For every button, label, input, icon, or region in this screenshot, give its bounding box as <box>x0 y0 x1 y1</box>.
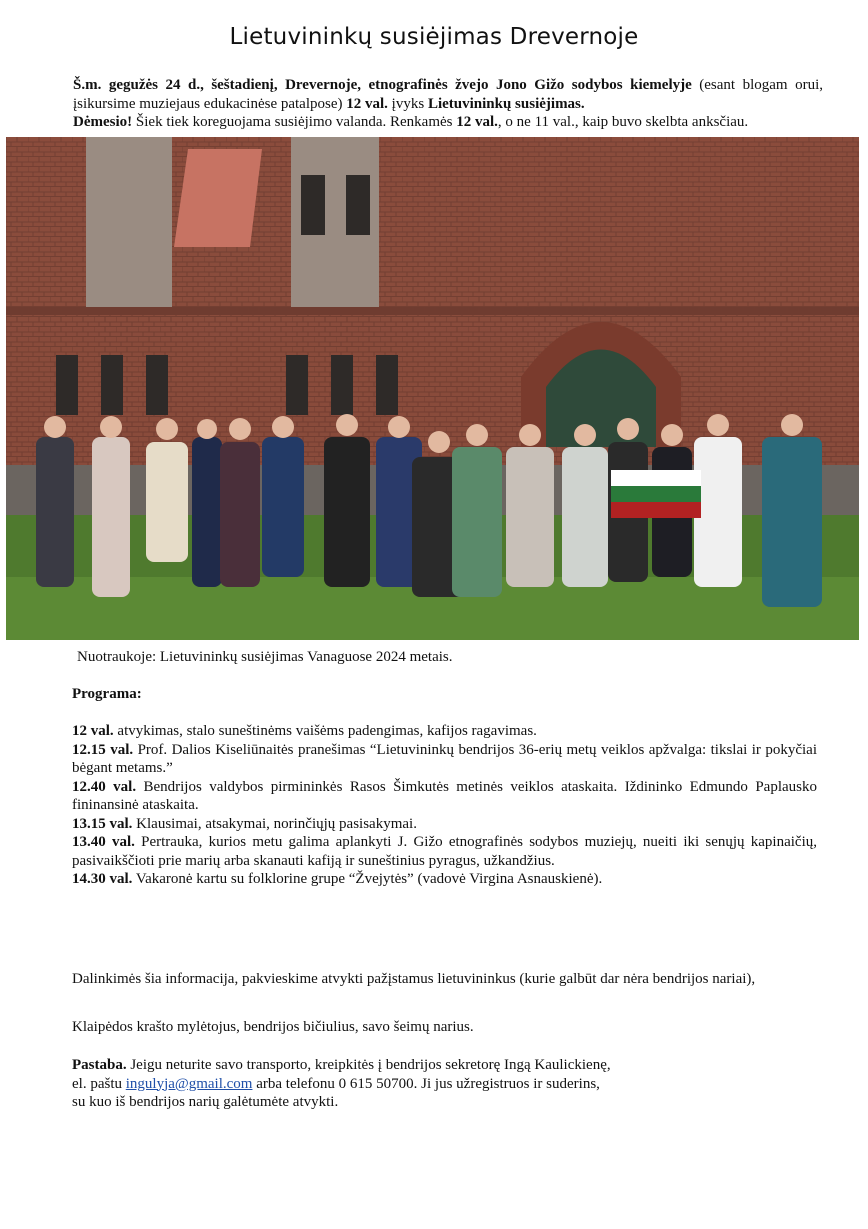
intro-line-announcement <box>73 76 823 113</box>
program-text: Bendrijos valdybos pirmininkės Rasos Šimkutės metinės veiklos ataskaita. Iždininko Edmundo Paplausko fininansinė ataskaita. <box>72 778 817 813</box>
program-item <box>72 833 817 870</box>
note-line-3: su kuo iš bendrijos narių galėtumėte atvykti. <box>72 1094 339 1110</box>
intro-paragraph <box>73 76 823 132</box>
attention-label: Dėmesio! <box>73 114 133 130</box>
intro-event-verb: įvyks <box>387 95 428 112</box>
program-heading: Programa: <box>72 686 142 702</box>
intro-date-place: Š.m. gegužės 24 d., šeštadienį, Drevernoje, etnografinės žvejo Jono Gižo sodybos kiemelyje <box>73 77 692 93</box>
photo-caption: Nuotraukoje: Lietuvininkų susiėjimas Vanaguose 2024 metais. <box>77 649 453 665</box>
intro-event-name: Lietuvininkų susiėjimas. <box>427 95 585 112</box>
invite-paragraph: Klaipėdos krašto mylėtojus, bendrijos bičiulius, savo šeimų narius. <box>72 1019 474 1035</box>
intro-line-attention <box>73 113 823 132</box>
program-text: Prof. Dalios Kiseliūnaitės pranešimas “Lietuvininkų bendrijos 36-erių metų veiklos apžvalga: tikslai ir pokyčiai bėgant metams.” <box>72 741 817 776</box>
program-text: Vakaronė kartu su folklorine grupe “Žvejytės” (vadovė Virgina Asnauskienė). <box>132 871 603 887</box>
program-time: 12 val. <box>72 723 114 739</box>
note-paragraph <box>72 1056 732 1112</box>
program-time: 12.15 val. <box>72 741 134 758</box>
program-time: 13.15 val. <box>72 815 133 832</box>
program-text: Klausimai, atsakymai, norinčiųjų pasisakymai. <box>132 815 417 832</box>
share-paragraph: Dalinkimės šia informacija, pakvieskime atvykti pažįstamus lietuvininkus (kurie galbūt dar nėra bendrijos nariai), <box>72 971 756 987</box>
note-phone-text: arba telefonu 0 615 50700. Ji jus užregistruos ir suderins, <box>252 1075 600 1092</box>
program-item <box>72 815 817 834</box>
program-item <box>72 870 817 889</box>
note-label: Pastaba. <box>72 1057 127 1073</box>
note-line-1 <box>72 1056 732 1075</box>
program-time: 12.40 val. <box>72 778 137 795</box>
attention-time: 12 val. <box>456 114 498 130</box>
group-photo <box>6 137 859 640</box>
program-time: 13.40 val. <box>72 834 135 850</box>
note-line-2 <box>72 1075 732 1094</box>
intro-weather-note: (esant blogam orui, įsikursime muziejaus edukacinėse patalpose) <box>73 77 823 112</box>
program-list <box>72 722 817 889</box>
program-time: 14.30 val. <box>72 871 133 887</box>
note-email-prefix: el. paštu <box>72 1075 126 1092</box>
intro-time: 12 val. <box>346 95 388 112</box>
email-link[interactable]: ingulyja@gmail.com <box>125 1075 253 1092</box>
note-text: Jeigu neturite savo transporto, kreipkitės į bendrijos sekretorę Ingą Kaulickienę, <box>126 1057 611 1073</box>
attention-end: , o ne 11 val., kaip buvo skelbta anksčiau. <box>497 114 749 130</box>
program-text: atvykimas, stalo suneštinėms vaišėms padengimas, kafijos ragavimas. <box>113 723 537 739</box>
attention-text: Šiek tiek koreguojama susiėjimo valanda. Renkamės <box>132 114 457 130</box>
document-title: Lietuvininkų susiėjimas Drevernoje <box>229 24 639 50</box>
program-item <box>72 778 817 815</box>
program-text: Pertrauka, kurios metu galima aplankyti J. Gižo etnografinės sodybos muziejų, nueiti iki senųjų kapinaičių, pasivaikščioti prie marių arba skanauti kafiją ir suneštinius pyragus, užkandžius. <box>72 834 818 869</box>
program-item <box>72 741 817 778</box>
program-item <box>72 722 817 741</box>
